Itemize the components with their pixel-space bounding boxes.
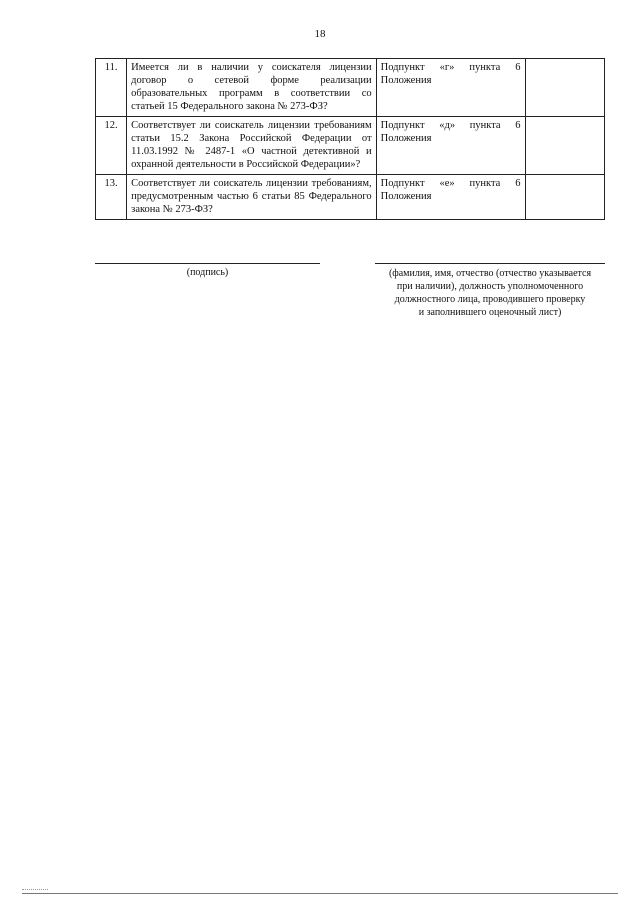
name-position-caption-line: должностного лица, проводившего проверку [394,294,586,305]
reference-word: пункта [469,62,501,73]
name-position-caption-line: при наличии), должность уполномоченного [396,281,584,292]
reference-word: 6 [515,120,521,131]
row-answer-cell [525,117,604,175]
signature-line [95,263,320,278]
reference-word: пункта [469,178,501,189]
reference-word: Подпункт [380,62,425,73]
table-row [96,117,605,175]
row-reference [376,175,525,220]
row-question: Имеется ли в наличии у соискателя лицензии договор о сетевой форме реализации образовательных программ в соответствии со статьей 15 Федерального закона № 273-ФЗ? [127,59,376,117]
reference-line [381,177,521,190]
checklist-table [95,58,605,220]
reference-word: пункта [469,120,501,131]
name-position-line [375,263,605,319]
table-row [96,175,605,220]
name-position-caption-line: (фамилия, имя, отчество (отчество указывается [388,268,592,279]
scan-artifact [22,889,48,890]
reference-word: «е» [439,178,455,189]
reference-line-2: Положения [380,191,432,202]
name-position-caption-line: и заполнившего оценочный лист) [418,307,562,318]
signature-caption: (подпись) [186,267,229,278]
row-reference [376,59,525,117]
reference-word: Подпункт [380,178,425,189]
reference-word: Подпункт [380,120,425,131]
row-reference [376,117,525,175]
row-number: 13. [96,175,127,220]
footer-divider [22,893,618,894]
reference-line-2: Положения [380,75,432,86]
row-question: Соответствует ли соискатель лицензии требованиям, предусмотренным частью 6 статьи 85 Федерального закона № 273-ФЗ? [127,175,376,220]
row-number: 11. [96,59,127,117]
page-number: 18 [314,28,326,40]
row-number: 12. [96,117,127,175]
reference-word: 6 [515,62,521,73]
reference-word: «д» [439,120,456,131]
reference-line [381,61,521,74]
row-answer-cell [525,59,604,117]
reference-line-2: Положения [380,133,432,144]
reference-word: «г» [439,62,455,73]
table-row [96,59,605,117]
reference-line [381,119,521,132]
row-answer-cell [525,175,604,220]
reference-word: 6 [515,178,521,189]
row-question: Соответствует ли соискатель лицензии требованиям статьи 15.2 Закона Российской Федерации от 11.03.1992 № 2487-1 «О частной детективной и охранной деятельности в Российской Федерации»? [127,117,376,175]
